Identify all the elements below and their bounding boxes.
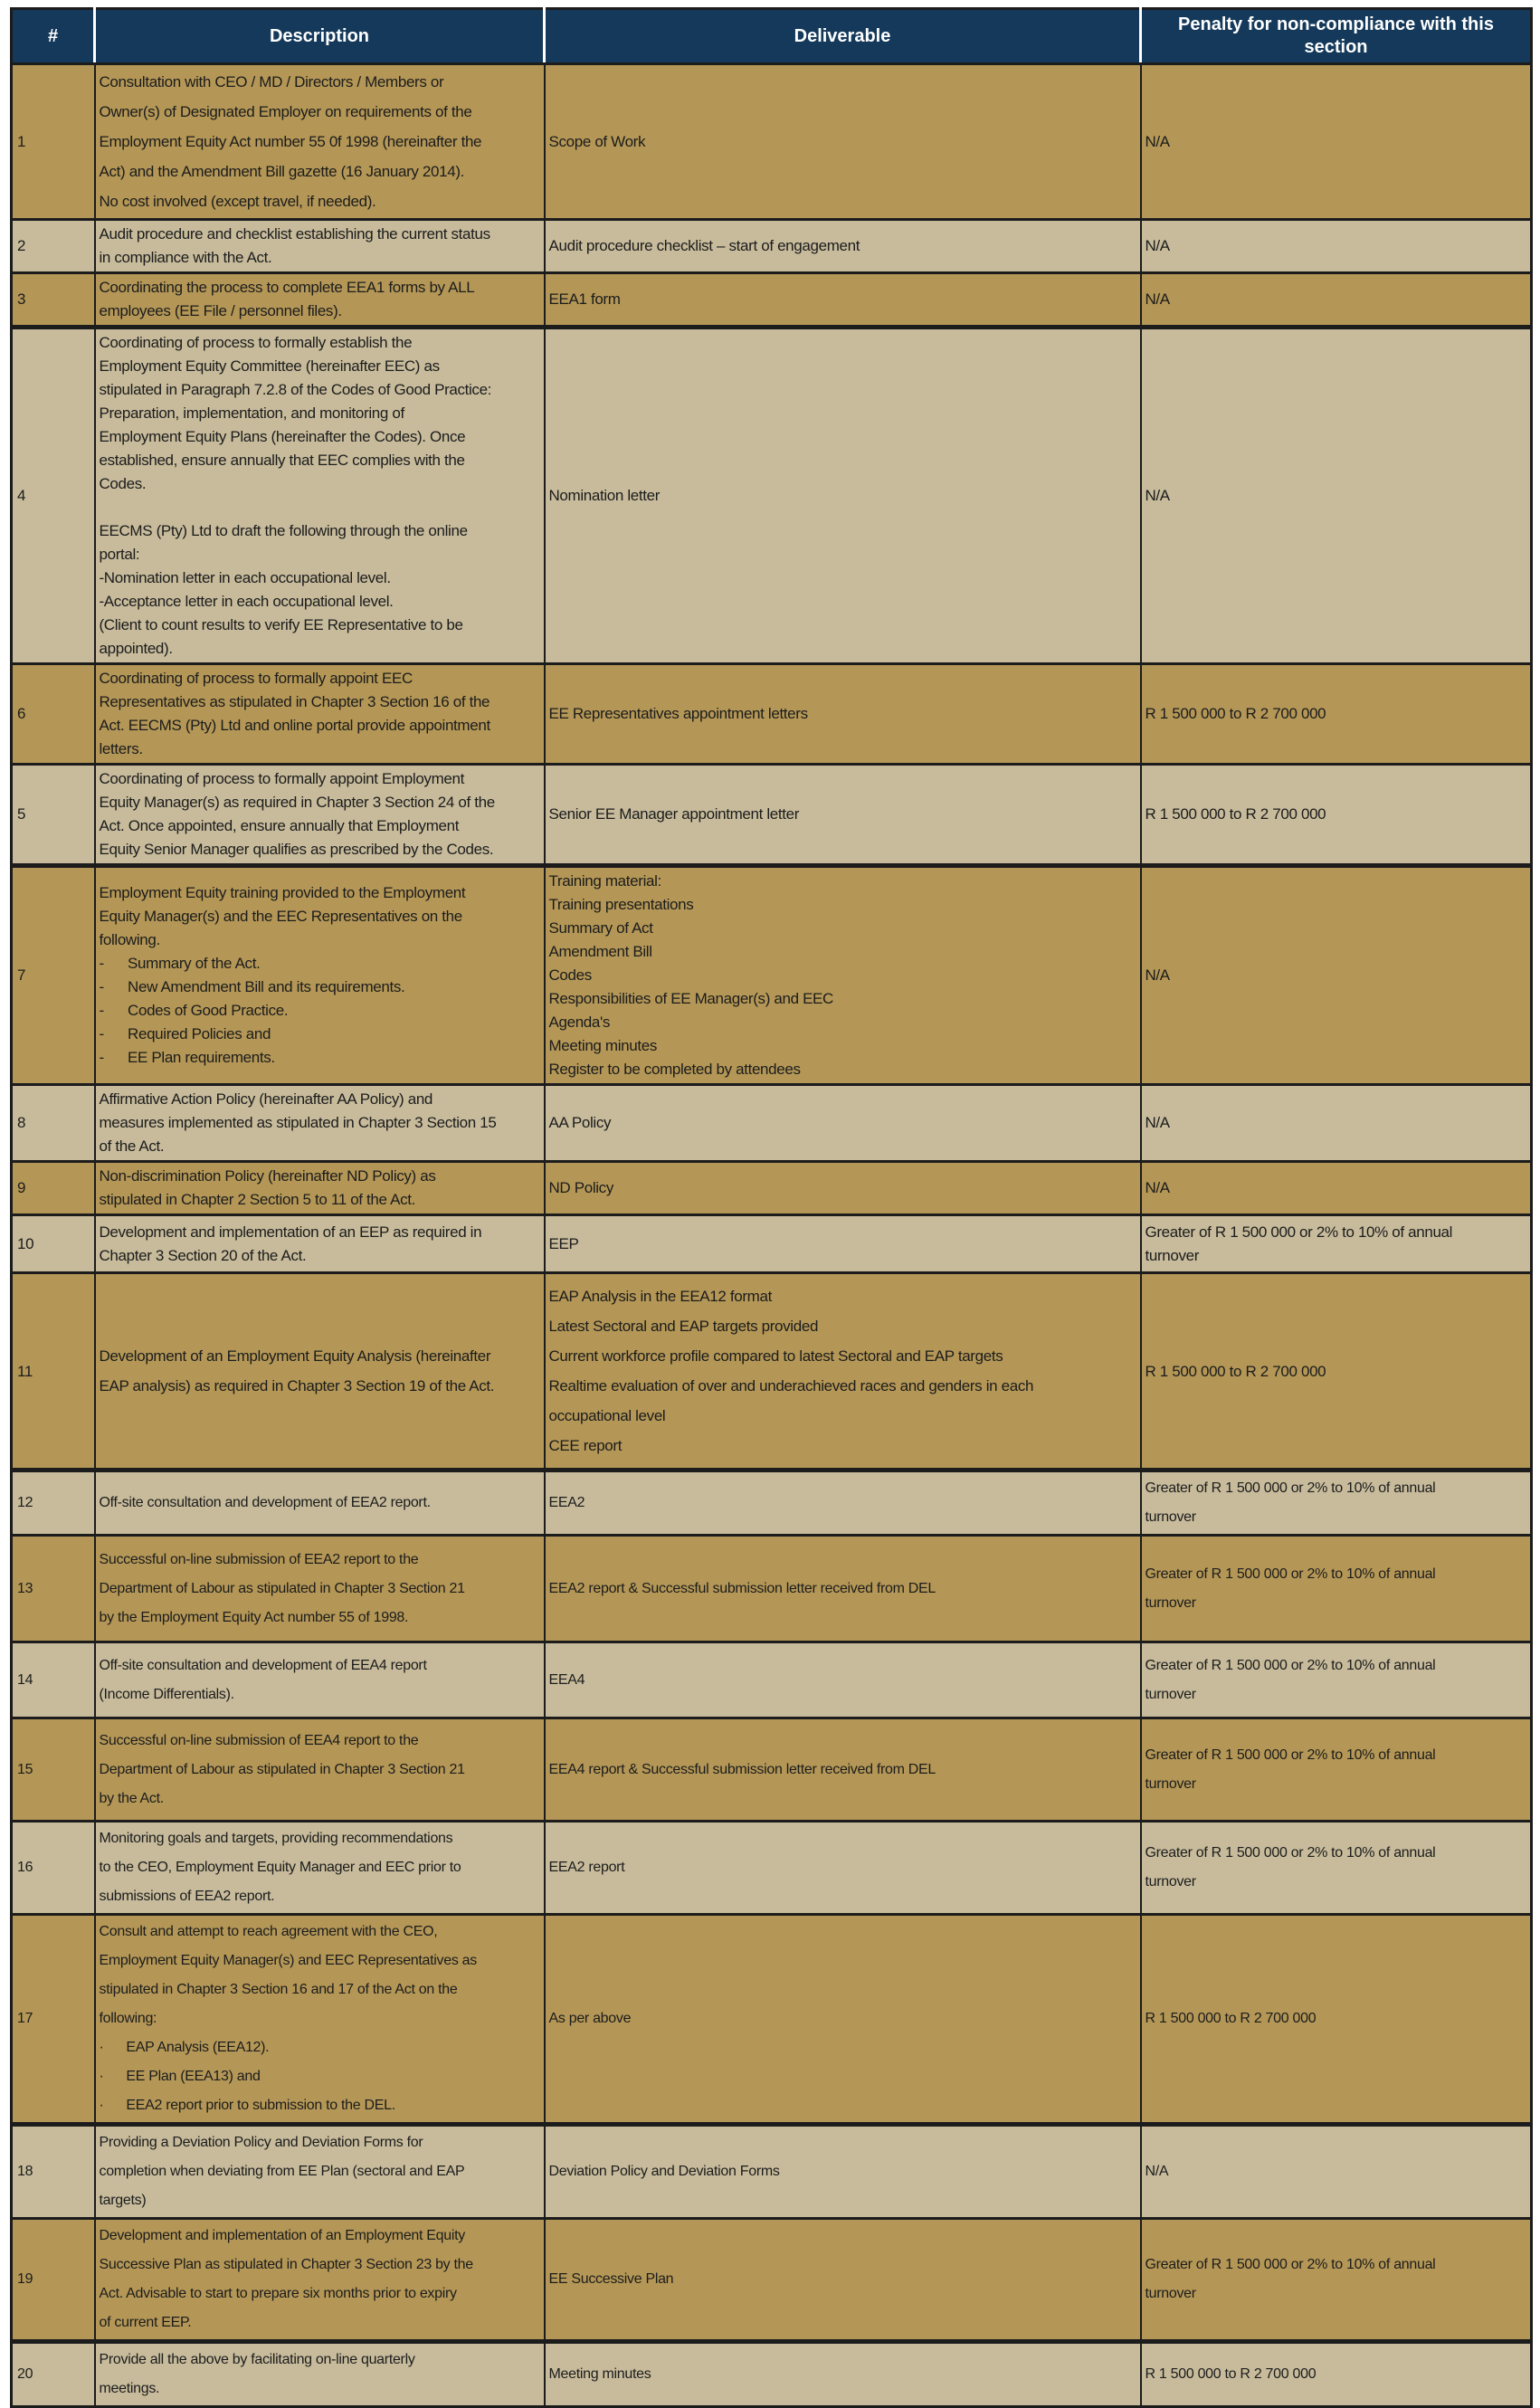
penalty-cell: Greater of R 1 500 000 or 2% to 10% of annual turnover xyxy=(1141,1822,1532,1915)
deliverable-cell: ND Policy xyxy=(545,1162,1141,1215)
table-row-1 xyxy=(12,64,1532,220)
penalty-cell: N/A xyxy=(1141,64,1532,220)
penalty-cell: R 1 500 000 to R 2 700 000 xyxy=(1141,664,1532,765)
description-cell: Provide all the above by facilitating on-line quarterly meetings. xyxy=(95,2342,545,2407)
penalty-cell: R 1 500 000 to R 2 700 000 xyxy=(1141,2342,1532,2407)
description-cell: Employment Equity training provided to the Employment Equity Manager(s) and the EEC Representatives on the following. - Summary of the Act. - New Amendment Bill and its requirements. - Codes of Good Practice. - Required Policies and - EE Plan requirements. xyxy=(95,866,545,1085)
description-cell: Consultation with CEO / MD / Directors / Members or Owner(s) of Designated Employer on requirements of the Employment Equity Act number 55 0f 1998 (hereinafter the Act) and the Amendment Bill gazette (16 January 2014). No cost involved (except travel, if needed). xyxy=(95,64,545,220)
row-number-cell: 8 xyxy=(12,1085,95,1162)
table-row-3 xyxy=(12,273,1532,328)
row-number-cell: 1 xyxy=(12,64,95,220)
table-row-6 xyxy=(12,664,1532,765)
deliverable-cell: Deviation Policy and Deviation Forms xyxy=(545,2125,1141,2219)
penalty-cell: N/A xyxy=(1141,220,1532,273)
table-row-14 xyxy=(12,1642,1532,1718)
table-row-8 xyxy=(12,1085,1532,1162)
deliverable-cell: Audit procedure checklist – start of engagement xyxy=(545,220,1141,273)
row-number-cell: 15 xyxy=(12,1718,95,1822)
table-row-17 xyxy=(12,1915,1532,2125)
penalty-cell: Greater of R 1 500 000 or 2% to 10% of annual turnover xyxy=(1141,1718,1532,1822)
description-cell: Development of an Employment Equity Analysis (hereinafter EAP analysis) as required in Chapter 3 Section 19 of the Act. xyxy=(95,1273,545,1470)
row-number-cell: 20 xyxy=(12,2342,95,2407)
column-header-description: Description xyxy=(95,9,545,64)
deliverable-cell: EEA2 report & Successful submission letter received from DEL xyxy=(545,1536,1141,1642)
table-row-7 xyxy=(12,866,1532,1085)
row-number-cell: 12 xyxy=(12,1470,95,1536)
description-cell: Coordinating of process to formally establish the Employment Equity Committee (hereinafter EEC) as stipulated in Paragraph 7.2.8 of the Codes of Good Practice: Preparation, implementation, and monitoring of Employment Equity Plans (hereinafter the Codes). Once established, ensure annually that EEC complies with the Codes. EECMS (Pty) Ltd to draft the following through the online portal: -Nomination letter in each occupational level. -Acceptance letter in each occupational level. (Client to count results to verify EE Representative to be appointed). xyxy=(95,328,545,664)
table-row-9 xyxy=(12,1162,1532,1215)
penalty-cell: Greater of R 1 500 000 or 2% to 10% of annual turnover xyxy=(1141,1470,1532,1536)
description-cell: Non-discrimination Policy (hereinafter ND Policy) as stipulated in Chapter 2 Section 5 to 11 of the Act. xyxy=(95,1162,545,1215)
description-cell: Development and implementation of an EEP as required in Chapter 3 Section 20 of the Act. xyxy=(95,1215,545,1273)
deliverable-cell: Scope of Work xyxy=(545,64,1141,220)
description-cell: Off-site consultation and development of EEA4 report (Income Differentials). xyxy=(95,1642,545,1718)
description-cell: Consult and attempt to reach agreement with the CEO, Employment Equity Manager(s) and EEC Representatives as stipulated in Chapter 3 Section 16 and 17 of the Act on the following: · EAP Analysis (EEA12). · EE Plan (EEA13) and · EEA2 report prior to submission to the DEL. xyxy=(95,1915,545,2125)
penalty-cell: N/A xyxy=(1141,328,1532,664)
column-header-penalty: Penalty for non-compliance with this section xyxy=(1141,9,1532,64)
penalty-cell: R 1 500 000 to R 2 700 000 xyxy=(1141,1915,1532,2125)
penalty-cell: Greater of R 1 500 000 or 2% to 10% of annual turnover xyxy=(1141,1642,1532,1718)
compliance-table xyxy=(10,7,1533,2408)
row-number-cell: 10 xyxy=(12,1215,95,1273)
table-row-5 xyxy=(12,765,1532,866)
table-row-18 xyxy=(12,2125,1532,2219)
row-number-cell: 16 xyxy=(12,1822,95,1915)
row-number-cell: 2 xyxy=(12,220,95,273)
penalty-cell: Greater of R 1 500 000 or 2% to 10% of annual turnover xyxy=(1141,2219,1532,2342)
row-number-cell: 3 xyxy=(12,273,95,328)
deliverable-cell: AA Policy xyxy=(545,1085,1141,1162)
description-cell: Successful on-line submission of EEA2 report to the Department of Labour as stipulated in Chapter 3 Section 21 by the Employment Equity Act number 55 of 1998. xyxy=(95,1536,545,1642)
description-cell: Coordinating the process to complete EEA1 forms by ALL employees (EE File / personnel files). xyxy=(95,273,545,328)
penalty-cell: N/A xyxy=(1141,1085,1532,1162)
penalty-cell: Greater of R 1 500 000 or 2% to 10% of annual turnover xyxy=(1141,1215,1532,1273)
table-row-15 xyxy=(12,1718,1532,1822)
table-row-2 xyxy=(12,220,1532,273)
row-number-cell: 18 xyxy=(12,2125,95,2219)
penalty-cell: N/A xyxy=(1141,1162,1532,1215)
description-cell: Successful on-line submission of EEA4 report to the Department of Labour as stipulated in Chapter 3 Section 21 by the Act. xyxy=(95,1718,545,1822)
penalty-cell: N/A xyxy=(1141,866,1532,1085)
deliverable-cell: EEA4 xyxy=(545,1642,1141,1718)
table-row-11 xyxy=(12,1273,1532,1470)
row-number-cell: 4 xyxy=(12,328,95,664)
deliverable-cell: Training material: Training presentations Summary of Act Amendment Bill Codes Responsibilities of EE Manager(s) and EEC Agenda's Meeting minutes Register to be completed by attendees xyxy=(545,866,1141,1085)
table-row-20 xyxy=(12,2342,1532,2407)
deliverable-cell: EEA2 report xyxy=(545,1822,1141,1915)
table-header xyxy=(12,9,1532,64)
table-row-4 xyxy=(12,328,1532,664)
deliverable-cell: EEA4 report & Successful submission letter received from DEL xyxy=(545,1718,1141,1822)
table-row-19 xyxy=(12,2219,1532,2342)
table-row-12 xyxy=(12,1470,1532,1536)
description-cell: Coordinating of process to formally appoint EEC Representatives as stipulated in Chapter 3 Section 16 of the Act. EECMS (Pty) Ltd and online portal provide appointment letters. xyxy=(95,664,545,765)
deliverable-cell: EE Representatives appointment letters xyxy=(545,664,1141,765)
penalty-cell: R 1 500 000 to R 2 700 000 xyxy=(1141,765,1532,866)
penalty-cell: R 1 500 000 to R 2 700 000 xyxy=(1141,1273,1532,1470)
row-number-cell: 5 xyxy=(12,765,95,866)
table-body xyxy=(12,64,1532,2407)
row-number-cell: 11 xyxy=(12,1273,95,1470)
penalty-cell: Greater of R 1 500 000 or 2% to 10% of annual turnover xyxy=(1141,1536,1532,1642)
row-number-cell: 14 xyxy=(12,1642,95,1718)
row-number-cell: 19 xyxy=(12,2219,95,2342)
description-cell: Off-site consultation and development of EEA2 report. xyxy=(95,1470,545,1536)
row-number-cell: 13 xyxy=(12,1536,95,1642)
row-number-cell: 6 xyxy=(12,664,95,765)
column-header-deliverable: Deliverable xyxy=(545,9,1141,64)
deliverable-cell: As per above xyxy=(545,1915,1141,2125)
description-cell: Coordinating of process to formally appoint Employment Equity Manager(s) as required in Chapter 3 Section 24 of the Act. Once appointed, ensure annually that Employment Equity Senior Manager qualifies as prescribed by the Codes. xyxy=(95,765,545,866)
deliverable-cell: Meeting minutes xyxy=(545,2342,1141,2407)
description-cell: Development and implementation of an Employment Equity Successive Plan as stipulated in Chapter 3 Section 23 by the Act. Advisable to start to prepare six months prior to expiry of current EEP. xyxy=(95,2219,545,2342)
table-row-10 xyxy=(12,1215,1532,1273)
penalty-cell: N/A xyxy=(1141,273,1532,328)
table-row-16 xyxy=(12,1822,1532,1915)
deliverable-cell: Nomination letter xyxy=(545,328,1141,664)
header-row xyxy=(12,9,1532,64)
deliverable-cell: EEA1 form xyxy=(545,273,1141,328)
penalty-cell: N/A xyxy=(1141,2125,1532,2219)
row-number-cell: 9 xyxy=(12,1162,95,1215)
deliverable-cell: EE Successive Plan xyxy=(545,2219,1141,2342)
table-row-13 xyxy=(12,1536,1532,1642)
row-number-cell: 17 xyxy=(12,1915,95,2125)
description-cell: Providing a Deviation Policy and Deviation Forms for completion when deviating from EE Plan (sectoral and EAP targets) xyxy=(95,2125,545,2219)
deliverable-cell: EEP xyxy=(545,1215,1141,1273)
description-cell: Monitoring goals and targets, providing recommendations to the CEO, Employment Equity Manager and EEC prior to submissions of EEA2 report. xyxy=(95,1822,545,1915)
row-number-cell: 7 xyxy=(12,866,95,1085)
deliverable-cell: Senior EE Manager appointment letter xyxy=(545,765,1141,866)
column-header-number: # xyxy=(12,9,95,64)
description-cell: Affirmative Action Policy (hereinafter AA Policy) and measures implemented as stipulated in Chapter 3 Section 15 of the Act. xyxy=(95,1085,545,1162)
deliverable-cell: EAP Analysis in the EEA12 format Latest Sectoral and EAP targets provided Current workforce profile compared to latest Sectoral and EAP targets Realtime evaluation of over and underachieved races and genders in each occupational level CEE report xyxy=(545,1273,1141,1470)
deliverable-cell: EEA2 xyxy=(545,1470,1141,1536)
description-cell: Audit procedure and checklist establishing the current status in compliance with the Act. xyxy=(95,220,545,273)
